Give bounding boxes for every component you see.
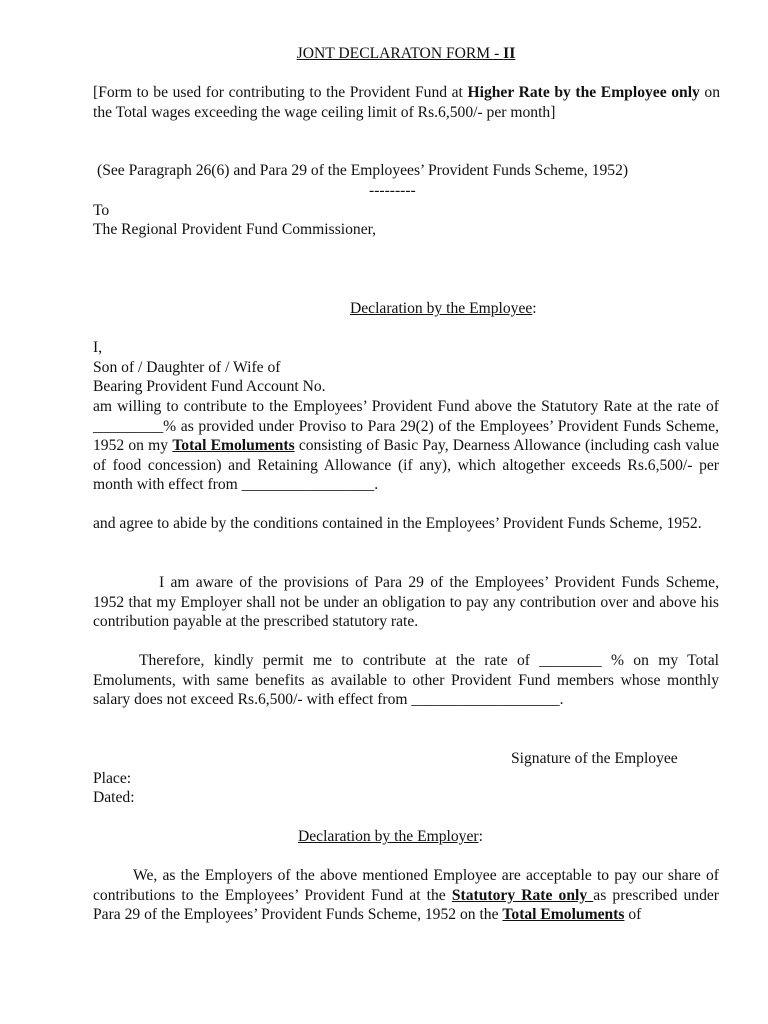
employer-declaration-body [93,866,719,925]
employee-total-emoluments: Total Emoluments [172,437,295,454]
employee-body-text-1: am willing to contribute to the Employees’ Provident Fund above the Statutory Rate at the rate of _________% as provided under Proviso to Para 29(2) of the Employees’ Provident Funds Scheme, 1952 on my [93,398,719,454]
employee-heading-colon: : [532,300,537,317]
employee-body-text-2: consisting of Basic Pay, Dearness Allowance (including cash value of food concession) and Retaining Allowance (if any), which altogether exceeds Rs.6,500/- per month with effect from _________________. [93,437,719,493]
employee-declaration-body [93,397,719,495]
employer-total-emoluments: Total Emoluments [502,906,625,923]
form-title-text [297,45,516,62]
employer-heading-colon: : [478,828,483,845]
employer-statutory-rate: Statutory Rate only [451,886,588,904]
see-paragraph: (See Paragraph 26(6) and Para 29 of the Employees’ Provident Funds Scheme, 1952) [97,162,629,179]
employee-declaration-heading [350,299,570,319]
employee-line-i: I, [93,339,103,356]
addressee: The Regional Provident Fund Commissioner, [93,221,377,238]
dated-label: Dated: [93,789,135,806]
employee-agree-paragraph: and agree to abide by the conditions contained in the Employees’ Provident Funds Scheme, 1952. [93,515,702,532]
permit-paragraph: Therefore, kindly permit me to contribute at the rate of ________ % on my Total Emoluments, with same benefits as available to other Provident Fund members whose monthly salary does not exceed Rs.6,500/- with effect from ___________________. [93,652,719,708]
form-title [93,44,719,64]
form-title-main: JONT DECLARATON FORM - [296,45,504,62]
signature-of-employee: Signature of the Employee [511,750,678,767]
aware-paragraph: I am aware of the provisions of Para 29 of the Employees’ Provident Funds Scheme, 1952 that my Employer shall not be under an obligation to pay any contribution over and above his contribution payable at the prescribed statutory rate. [93,574,719,630]
employer-body-text-1: We, as the Employers of the above mentioned Employee are acceptable to pay our share of contributions to the Employees’ Provident Fund at the [93,867,719,904]
intro-text-1: [Form to be used for contributing to the Provident Fund at [93,84,468,101]
intro-text-2: on the Total wages exceeding the wage ceiling limit of Rs.6,500/- per month] [93,84,721,121]
employee-line-account: Bearing Provident Fund Account No. [93,378,326,395]
intro-bold-text: Higher Rate by the Employee only [467,84,700,101]
place-label: Place: [93,770,132,787]
employee-line-relation: Son of / Daughter of / Wife of [93,359,281,376]
form-title-numeral: II [503,45,516,62]
to-label: To [93,202,110,219]
intro-paragraph [93,83,720,122]
employer-body-text-3: of [624,906,642,923]
employer-body-text-2: as prescribed under Para 29 of the Employees’ Provident Funds Scheme, 1952 on the [93,886,719,923]
separator-dashes: --------- [369,182,416,199]
employee-heading-text: Declaration by the Employee [350,300,533,317]
employer-declaration-heading [298,827,558,847]
employer-heading-text: Declaration by the Employer [298,828,479,845]
